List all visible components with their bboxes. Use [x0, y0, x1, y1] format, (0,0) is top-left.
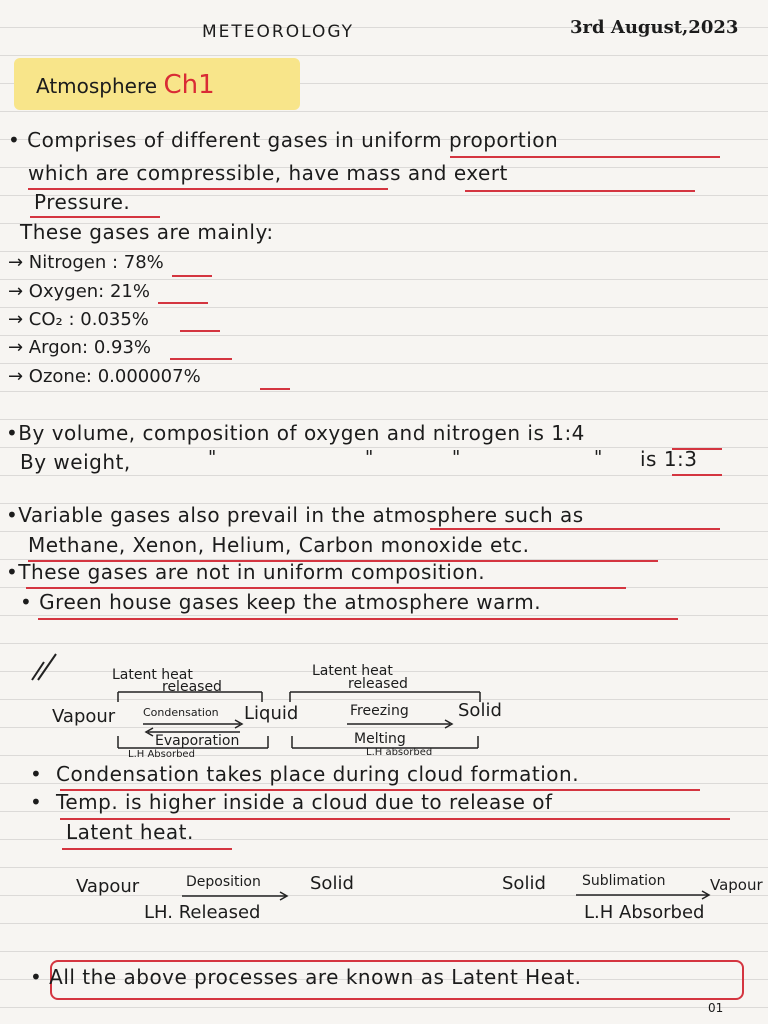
cloud-line-3: Latent heat. — [66, 820, 194, 844]
variable-line-2: Methane, Xenon, Helium, Carbon monoxide etc. — [28, 533, 530, 557]
page-title — [36, 70, 215, 100]
intro-line-4: These gases are mainly: — [20, 220, 274, 244]
ditto-mark: " — [452, 447, 461, 468]
deposition-label: Deposition — [186, 874, 261, 890]
evaporation-label: Evaporation — [155, 733, 240, 749]
sublimation-from: Solid — [502, 873, 546, 894]
intro-line-1: • Comprises of different gases in uniform proportion — [8, 128, 559, 152]
freezing-label: Freezing — [350, 703, 409, 719]
ditto-mark: " — [208, 447, 217, 468]
liquid-label: Liquid — [244, 703, 299, 724]
underline — [172, 275, 212, 277]
lh-absorbed-label: L.H Absorbed — [128, 749, 195, 760]
deposition-to: Solid — [310, 873, 354, 894]
gas-item: → CO₂ : 0.035% — [8, 309, 149, 330]
date: 3rd August,2023 — [570, 17, 739, 38]
melting-label: Melting — [354, 731, 406, 747]
underline — [38, 618, 678, 620]
ditto-mark: " — [365, 447, 374, 468]
gas-item: → Ozone: 0.000007% — [8, 366, 201, 387]
lh-absorbed-label: L.H absorbed — [366, 747, 433, 758]
released-label: released — [348, 676, 408, 692]
underline — [260, 388, 290, 390]
gas-item: → Nitrogen : 78% — [8, 252, 164, 273]
underline — [672, 474, 722, 476]
variable-line-4: • Green house gases keep the atmosphere warm. — [20, 590, 542, 614]
underline — [62, 848, 232, 850]
cloud-line-2: • Temp. is higher inside a cloud due to release of — [30, 790, 553, 814]
subject-heading: METEOROLOGY — [202, 22, 355, 42]
sublimation-to: Vapour — [710, 876, 763, 894]
cloud-line-1: • Condensation takes place during cloud formation. — [30, 762, 580, 786]
ratio-line-2-right: is 1:3 — [640, 447, 698, 471]
title-chapter: Ch1 — [163, 70, 215, 100]
gas-item: → Oxygen: 21% — [8, 281, 150, 302]
intro-line-2: which are compressible, have mass and exert — [28, 161, 508, 185]
deposition-from: Vapour — [76, 876, 140, 897]
underline — [430, 528, 720, 530]
ditto-mark: " — [594, 447, 603, 468]
sublimation-note: L.H Absorbed — [584, 902, 705, 923]
underline — [170, 358, 232, 360]
title-main: Atmosphere — [36, 74, 158, 98]
latent-heat-label: Latent heat — [112, 667, 193, 683]
ratio-line-2-left: By weight, — [20, 450, 131, 474]
gas-item: → Argon: 0.93% — [8, 337, 152, 358]
solid-label: Solid — [458, 700, 502, 721]
page-number: 01 — [708, 1001, 724, 1015]
vapour-label: Vapour — [52, 706, 116, 727]
check-mark-icon — [32, 654, 56, 680]
released-label: released — [162, 679, 222, 695]
sublimation-label: Sublimation — [582, 873, 666, 889]
intro-line-3: Pressure. — [34, 190, 131, 214]
deposition-note: LH. Released — [144, 902, 261, 923]
latent-heat-label: Latent heat — [312, 663, 393, 679]
arrow-right-icon — [574, 889, 714, 901]
underline — [158, 302, 208, 304]
condensation-label: Condensation — [143, 706, 219, 719]
underline — [465, 190, 695, 192]
underline — [26, 587, 626, 589]
ratio-line-1: •By volume, composition of oxygen and nitrogen is 1:4 — [6, 421, 585, 445]
underline — [30, 216, 160, 218]
conclusion: • All the above processes are known as Latent Heat. — [30, 965, 582, 989]
variable-line-1: •Variable gases also prevail in the atmosphere such as — [6, 503, 584, 527]
underline — [450, 156, 720, 158]
variable-line-3: •These gases are not in uniform composition. — [6, 560, 486, 584]
underline — [180, 330, 220, 332]
arrow-right-icon — [180, 890, 292, 902]
